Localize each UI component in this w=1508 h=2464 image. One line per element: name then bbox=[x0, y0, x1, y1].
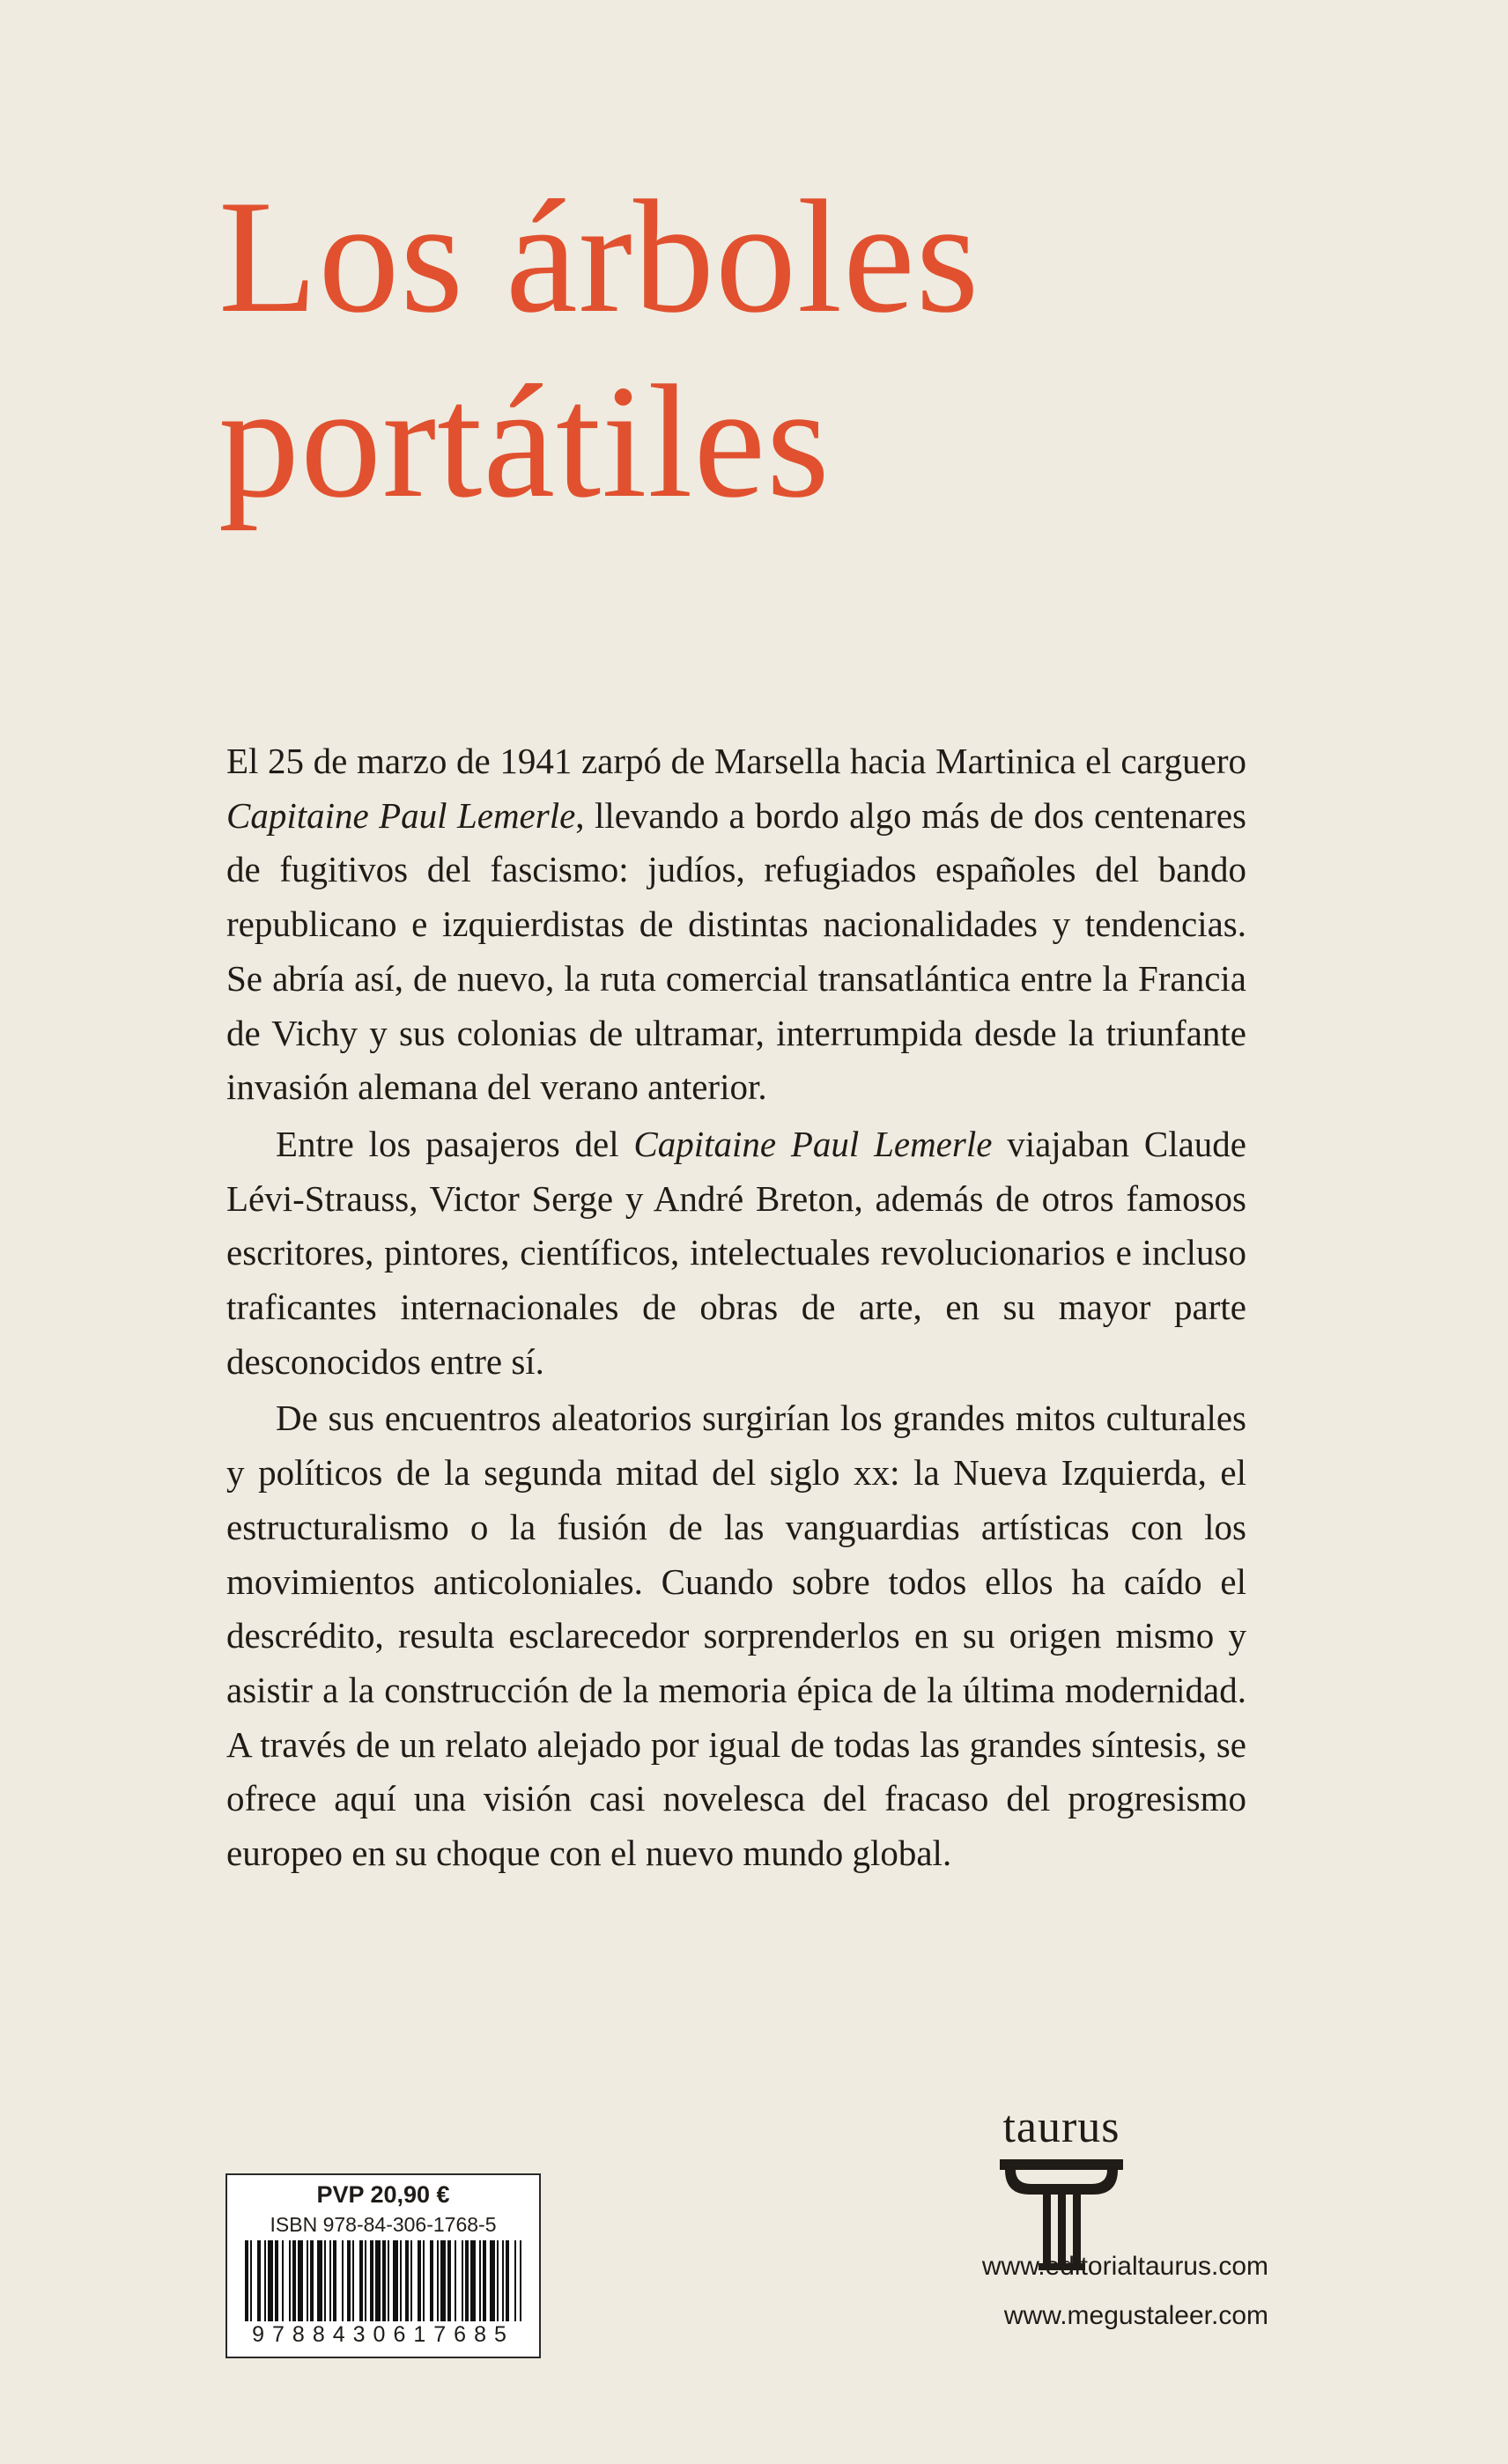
isbn-text: ISBN 978-84-306-1768-5 bbox=[270, 2213, 497, 2236]
blurb-paragraph-2 bbox=[226, 1118, 1246, 1390]
book-title bbox=[218, 164, 979, 534]
ship-name: Capitaine Paul Lemerle bbox=[633, 1123, 993, 1164]
barcode-number: 9788430617685 bbox=[252, 2322, 514, 2347]
blurb-p1-text-b: , llevando a bordo algo más de dos centenares de fugitivos del fascismo: judíos, refugiados españoles del bando republicano e izquierdistas de distintas nacionalidades y tendencias. Se abría así, de nuevo, la ruta comercial transatlántica entre la Francia de Vichy y sus colonias de ultramar, interrumpida desde la triunfante invasión alemana del verano anterior. bbox=[226, 794, 1246, 1108]
back-cover-blurb bbox=[226, 734, 1246, 1881]
megustaleer-website-link[interactable]: www.megustaleer.com bbox=[1003, 2301, 1268, 2330]
blurb-paragraph-3: De sus encuentros aleatorios surgirían los grandes mitos culturales y políticos de la segunda mitad del siglo xx: la Nueva Izquierda, el estructuralismo o la fusión de las vanguardias artísticas con los movimientos anticoloniales. Cuando sobre todos ellos ha caído el descrédito, resulta esclarecedor sorprenderlos en su origen mismo y asistir a la construcción de la memoria épica de la última modernidad. A través de un relato alejado por igual de todas las grandes síntesis, se ofrece aquí una visión casi novelesca del fracaso del progresismo europeo en su choque con el nuevo mundo global. bbox=[226, 1398, 1246, 1874]
blurb-p1-text-a: El 25 de marzo de 1941 zarpó de Marsella hacia Martinica el carguero bbox=[226, 741, 1246, 781]
blurb-paragraph-1 bbox=[226, 734, 1246, 1115]
ship-name: Capitaine Paul Lemerle bbox=[226, 794, 576, 836]
book-title-line-2: portátiles bbox=[218, 351, 831, 531]
publisher-logo bbox=[969, 2101, 1154, 2270]
blurb-p2-text-b: viajaban Claude Lévi-Strauss, Victor Serge y André Breton, además de otros famosos escritores, pintores, científicos, intelectuales revolucionarios e incluso traficantes internacionales de obras de arte, en su mayor parte desconocidos entre sí. bbox=[226, 1123, 1246, 1382]
barcode-label bbox=[225, 2173, 541, 2358]
barcode-bars-icon bbox=[245, 2240, 521, 2321]
book-title-line-1: Los árboles bbox=[218, 166, 980, 346]
blurb-p2-text-a: Entre los pasajeros del bbox=[276, 1123, 634, 1164]
publisher-website-link[interactable]: www.editorialtaurus.com bbox=[981, 2252, 1268, 2281]
price-text: PVP 20,90 € bbox=[316, 2181, 450, 2208]
publisher-name: taurus bbox=[1002, 2102, 1120, 2152]
